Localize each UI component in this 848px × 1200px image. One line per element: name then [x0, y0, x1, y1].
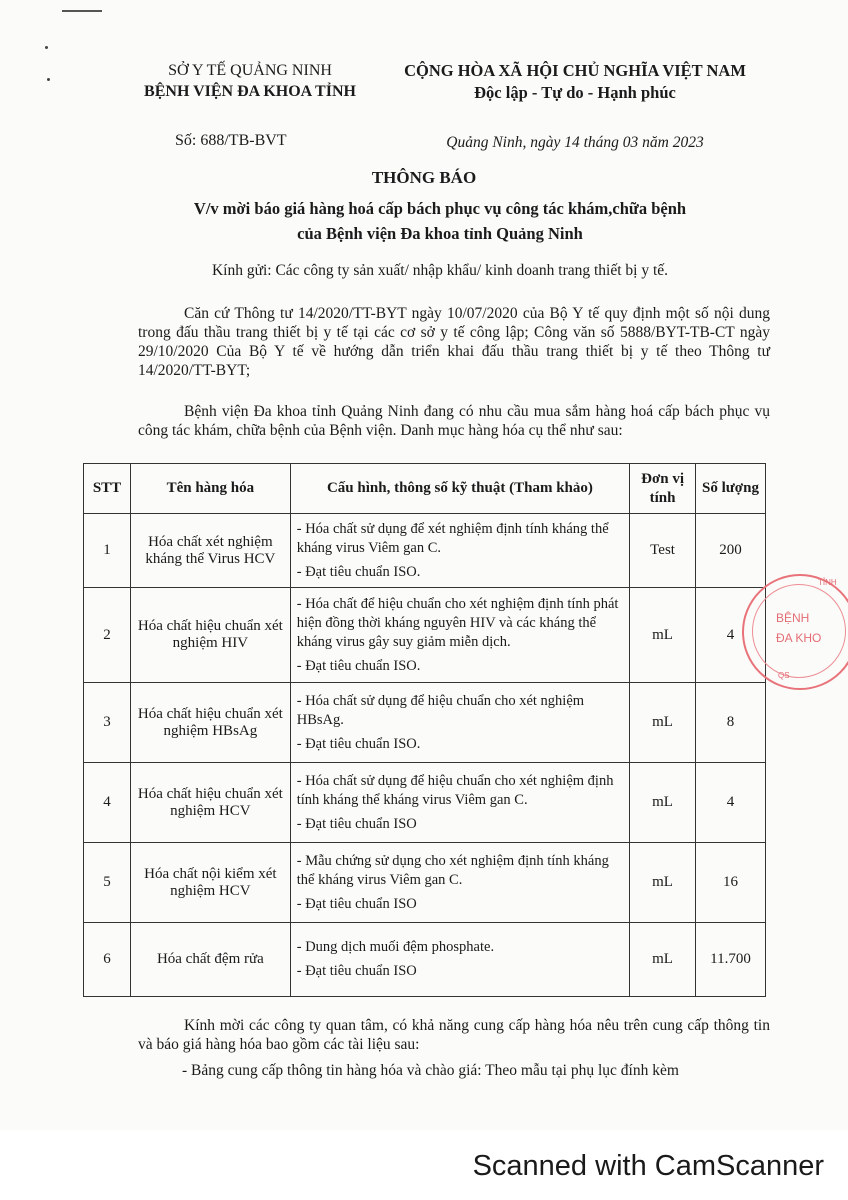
- spec-detail: - Dung dịch muối đệm phosphate.: [296, 939, 495, 955]
- cell-unit: mL: [630, 683, 696, 763]
- scan-speck: [47, 78, 50, 81]
- cell-spec: [290, 514, 629, 588]
- spec-detail: - Hóa chất sử dụng để xét nghiệm định tính kháng thể kháng virus Viêm gan C.: [296, 520, 609, 556]
- subtitle-line-1: V/v mời báo giá hàng hoá cấp bách phục vụ công tác khám,chữa bệnh: [193, 199, 687, 218]
- spec-standard: - Đạt tiêu chuẩn ISO.: [296, 735, 421, 752]
- paragraph-invitation: Kính mời các công ty quan tâm, có khả năng cung cấp hàng hóa nêu trên cung cấp thông tin và báo giá hàng hóa bao gồm các tài liệu sau:: [138, 1017, 770, 1053]
- stamp-bottom-text: QS: [778, 671, 790, 680]
- motto: Độc lập - Tự do - Hạnh phúc: [474, 83, 676, 102]
- stamp-text: [776, 608, 821, 648]
- requirement-bullet: - Bảng cung cấp thông tin hàng hóa và chào giá: Theo mẫu tại phụ lục đính kèm: [182, 1062, 679, 1079]
- stamp-line-1: BỆNH: [776, 611, 810, 625]
- spec-detail: - Hóa chất sử dụng để hiệu chuẩn cho xét nghiệm định tính kháng thể kháng virus Viêm gan C.: [296, 772, 614, 808]
- spec-detail: - Hóa chất để hiệu chuẩn cho xét nghiệm định tính phát hiện đồng thời kháng nguyên HIV và các kháng thể kháng virus gây suy giảm miễn dịch.: [296, 595, 619, 650]
- cell-name: Hóa chất đệm rửa: [130, 923, 290, 997]
- spec-standard: - Đạt tiêu chuẩn ISO: [296, 815, 417, 832]
- cell-unit: mL: [630, 588, 696, 683]
- spec-standard: - Đạt tiêu chuẩn ISO: [296, 963, 417, 979]
- table-row: [84, 683, 766, 763]
- scanner-footer: [0, 1130, 848, 1200]
- cell-qty: 200: [696, 514, 766, 588]
- document-title: THÔNG BÁO: [371, 168, 477, 187]
- cell-name: Hóa chất xét nghiệm kháng thể Virus HCV: [130, 514, 290, 588]
- cell-stt: 1: [84, 514, 131, 588]
- spec-detail: - Mẫu chứng sử dụng cho xét nghiệm định tính kháng thể kháng virus Viêm gan C.: [296, 852, 609, 888]
- spec-detail: - Hóa chất sử dụng để hiệu chuẩn cho xét nghiệm HBsAg.: [296, 692, 585, 728]
- spec-standard: - Đạt tiêu chuẩn ISO: [296, 895, 417, 912]
- national-motto: [380, 60, 770, 104]
- table-row: [84, 923, 766, 997]
- agency-line-2: BỆNH VIỆN ĐA KHOA TỈNH: [144, 83, 356, 100]
- col-header-unit: Đơn vị tính: [630, 464, 696, 514]
- paragraph-demand: Bệnh viện Đa khoa tỉnh Quảng Ninh đang có nhu cầu mua sắm hàng hoá cấp bách phục vụ công tác khám, chữa bệnh của Bệnh viện. Danh mục hàng hóa cụ thể như sau:: [138, 403, 770, 439]
- table-row: [84, 843, 766, 923]
- cell-qty: 11.700: [696, 923, 766, 997]
- cell-spec: [290, 683, 629, 763]
- subtitle-line-2: của Bệnh viện Đa khoa tỉnh Quảng Ninh: [297, 224, 583, 243]
- spec-standard: - Đạt tiêu chuẩn ISO.: [296, 563, 421, 580]
- agency-header: [100, 60, 400, 102]
- table-row: [84, 588, 766, 683]
- cell-qty: 16: [696, 843, 766, 923]
- cell-unit: mL: [630, 763, 696, 843]
- cell-name: Hóa chất hiệu chuẩn xét nghiệm HIV: [130, 588, 290, 683]
- col-header-spec: Cấu hình, thông số kỹ thuật (Tham khảo): [290, 464, 629, 514]
- scan-mark: [62, 10, 102, 12]
- cell-spec: [290, 923, 629, 997]
- cell-spec: [290, 843, 629, 923]
- scan-speck: [45, 46, 48, 49]
- cell-unit: mL: [630, 923, 696, 997]
- cell-stt: 6: [84, 923, 131, 997]
- cell-stt: 2: [84, 588, 131, 683]
- table-row: [84, 763, 766, 843]
- hospital-stamp: [738, 570, 848, 695]
- cell-unit: mL: [630, 843, 696, 923]
- cell-name: Hóa chất nội kiểm xét nghiệm HCV: [130, 843, 290, 923]
- cell-unit: Test: [630, 514, 696, 588]
- cell-qty: 8: [696, 683, 766, 763]
- table-header-row: [84, 464, 766, 514]
- agency-line-1: SỞ Y TẾ QUẢNG NINH: [168, 62, 332, 79]
- col-header-qty: Số lượng: [696, 464, 766, 514]
- stamp-top-text: TỈNH: [818, 578, 837, 587]
- scanner-watermark: Scanned with CamScanner: [472, 1150, 824, 1182]
- cell-spec: [290, 763, 629, 843]
- cell-spec: [290, 588, 629, 683]
- paragraph-legal-basis: Căn cứ Thông tư 14/2020/TT-BYT ngày 10/07/2020 của Bộ Y tế quy định một số nội dung trong đấu thầu trang thiết bị y tế tại các cơ sở y tế công lập; Công văn số 5888/BYT-TB-CT ngày 29/10/2020 Của Bộ Y tế về hướng dẫn triển khai đấu thầu trang thiết bị y tế theo Thông tư 14/2020/TT-BYT;: [138, 305, 770, 379]
- cell-stt: 5: [84, 843, 131, 923]
- cell-stt: 3: [84, 683, 131, 763]
- spec-standard: - Đạt tiêu chuẩn ISO.: [296, 657, 421, 674]
- items-table: [83, 463, 766, 997]
- col-header-stt: STT: [84, 464, 131, 514]
- cell-qty: 4: [696, 763, 766, 843]
- document-number: Số: 688/TB-BVT: [175, 132, 287, 149]
- greeting: Kính gửi: Các công ty sản xuất/ nhập khẩu/ kinh doanh trang thiết bị y tế.: [211, 262, 669, 279]
- document-subtitle: [190, 196, 690, 246]
- table-row: [84, 514, 766, 588]
- cell-name: Hóa chất hiệu chuẩn xét nghiệm HCV: [130, 763, 290, 843]
- stamp-line-2: ĐA KHO: [776, 631, 822, 645]
- cell-name: Hóa chất hiệu chuẩn xét nghiệm HBsAg: [130, 683, 290, 763]
- col-header-name: Tên hàng hóa: [130, 464, 290, 514]
- cell-qty: 4: [696, 588, 766, 683]
- cell-stt: 4: [84, 763, 131, 843]
- national-title: CỘNG HÒA XÃ HỘI CHỦ NGHĨA VIỆT NAM: [404, 61, 746, 80]
- document-date: Quảng Ninh, ngày 14 tháng 03 năm 2023: [446, 134, 704, 151]
